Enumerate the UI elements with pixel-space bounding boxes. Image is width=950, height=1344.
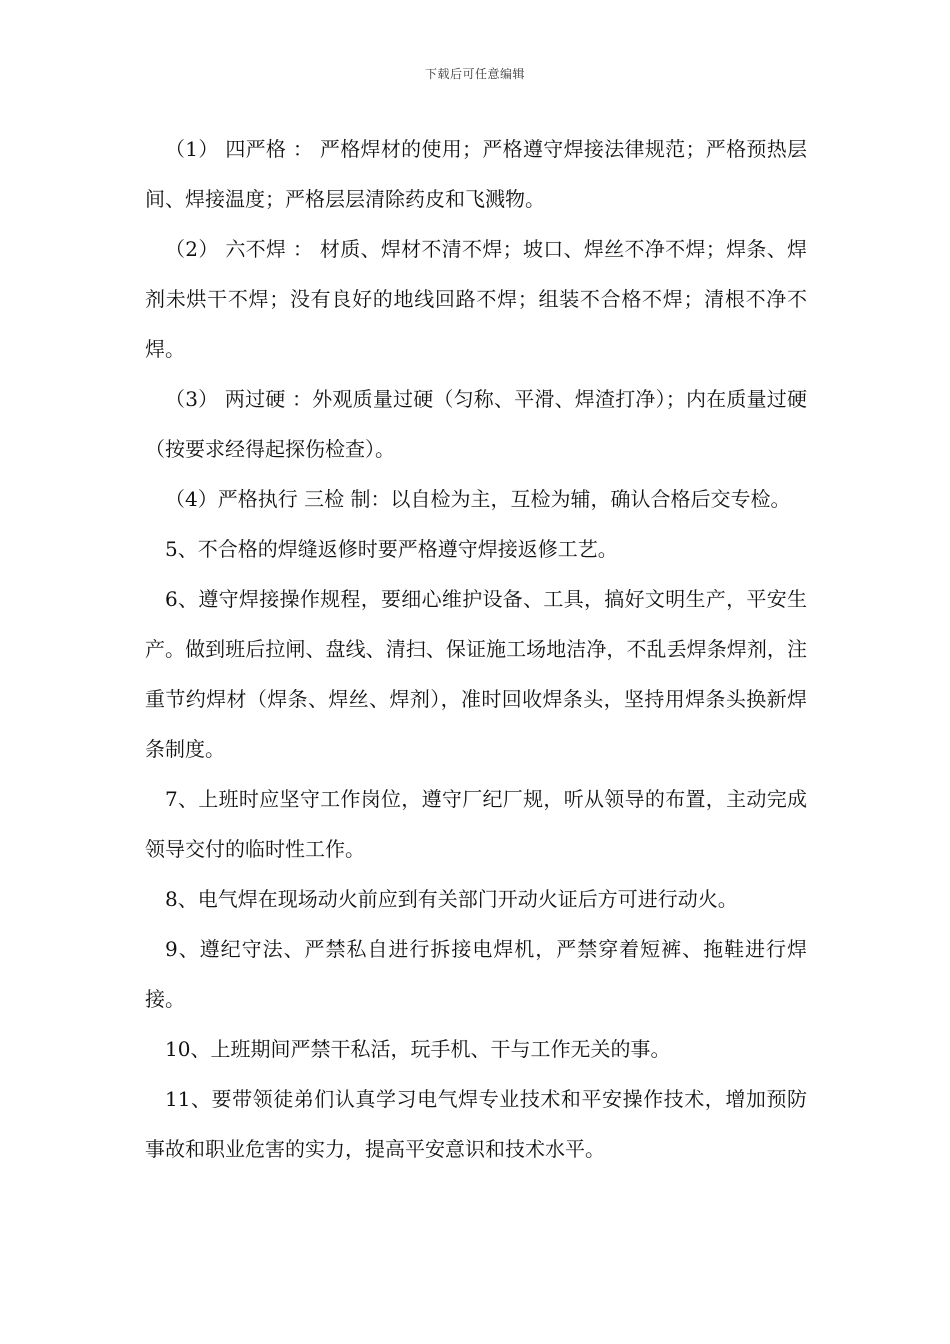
paragraph-item-5: 5、不合格的焊缝返修时要严格遵守焊接返修工艺。 [165,537,618,561]
paragraph-item-9: 9、遵纪守法、严禁私自进行拆接电焊机，严禁穿着短裤、拖鞋进行焊接。 [145,937,807,1011]
document-body [145,124,807,1174]
paragraph-six-no-weld: （2） 六不焊 ： 材质、焊材不清不焊；坡口、焊丝不净不焊；焊条、焊剂未烘干不焊；没有良好的地线回路不焊；组装不合格不焊；清根不净不焊。 [145,237,807,361]
paragraph-two-quality: （3） 两过硬 ：外观质量过硬（匀称、平滑、焊渣打净）；内在质量过硬（按要求经得起探伤检查）。 [145,387,807,461]
paragraph-item-7: 7、上班时应坚守工作岗位，遵守厂纪厂规，听从领导的布置，主动完成领导交付的临时性工作。 [145,787,807,861]
paragraph-item-11: 11、要带领徒弟们认真学习电气焊专业技术和平安操作技术，增加预防事故和职业危害的实力，提高平安意识和技术水平。 [145,1087,807,1161]
paragraph-item-6: 6、遵守焊接操作规程，要细心维护设备、工具，搞好文明生产，平安生产。做到班后拉闸、盘线、清扫、保证施工场地洁净，不乱丢焊条焊剂，注重节约焊材（焊条、焊丝、焊剂），准时回收焊条头，坚持用焊条头换新焊条制度。 [145,587,807,761]
paragraph-three-checks: （4）严格执行 三检 制：以自检为主，互检为辅，确认合格后交专检。 [165,487,791,511]
paragraph-four-strict: （1） 四严格 ： 严格焊材的使用；严格遵守焊接法律规范；严格预热层间、焊接温度；严格层层清除药皮和飞溅物。 [145,137,807,211]
page-header: 下载后可任意编辑 [424,67,525,81]
paragraph-item-8: 8、电气焊在现场动火前应到有关部门开动火证后方可进行动火。 [165,887,738,911]
paragraph-item-10: 10、上班期间严禁干私活，玩手机、干与工作无关的事。 [165,1037,671,1061]
